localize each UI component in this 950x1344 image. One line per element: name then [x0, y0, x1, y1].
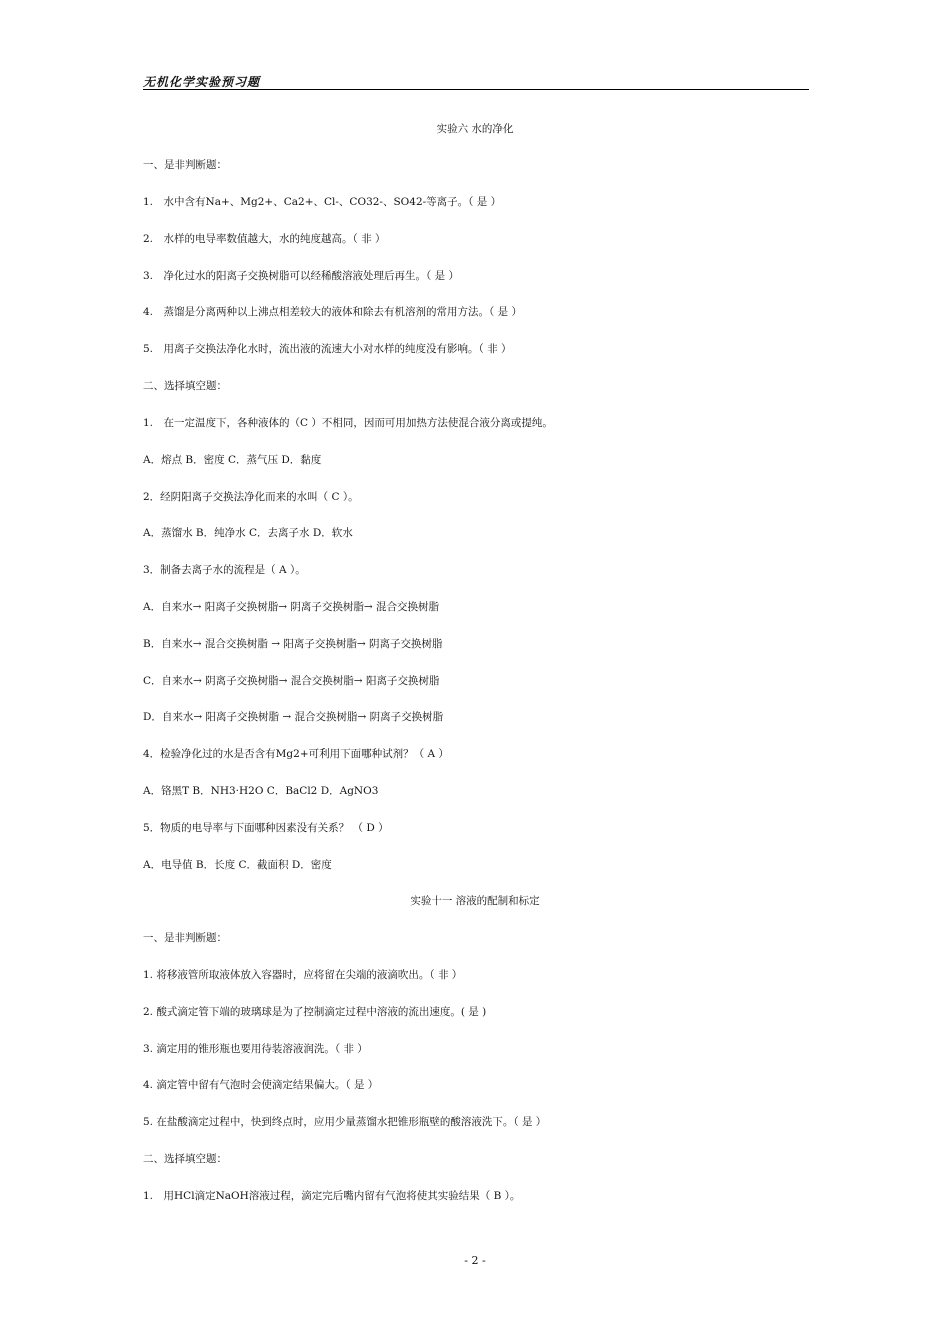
answer-options: A．电导值 B．长度 C．截面积 D．密度 [143, 859, 332, 871]
answer-options: A．自来水→ 阳离子交换树脂→ 阴离子交换树脂→ 混合交换树脂 [143, 601, 439, 613]
question-item: 3．制备去离子水的流程是（ A ）。 [143, 564, 306, 576]
question-item: 1. 在一定温度下，各种液体的（C ）不相同，因而可用加热方法使混合液分离或提纯。 [143, 417, 553, 429]
answer-options: A．铬黑T B．NH3·H2O C．BaCl2 D．AgNO3 [143, 785, 379, 797]
question-item: 4．检验净化过的水是否含有Mg2+可利用下面哪种试剂？（ A ） [143, 748, 449, 760]
question-item: 5. 在盐酸滴定过程中，快到终点时，应用少量蒸馏水把锥形瓶壁的酸溶液洗下。（ 是 ） [143, 1116, 547, 1128]
answer-options: C．自来水→ 阴离子交换树脂→ 混合交换树脂→ 阳离子交换树脂 [143, 675, 440, 687]
question-item: 3. 净化过水的阳离子交换树脂可以经稀酸溶液处理后再生。（ 是 ） [143, 270, 459, 282]
document-header-title: 无机化学实验预习题 [143, 75, 261, 89]
part-heading: 一、是非判断题： [143, 932, 227, 944]
part-heading: 一、是非判断题： [143, 159, 227, 171]
question-item: 5. 用离子交换法净化水时，流出液的流速大小对水样的纯度没有影响。（ 非 ） [143, 343, 512, 355]
question-item: 1. 用HCl滴定NaOH溶液过程，滴定完后嘴内留有气泡将使其实验结果（ B ）。 [143, 1190, 521, 1202]
section-title: 实验六 水的净化 [436, 123, 514, 135]
answer-options: D．自来水→ 阳离子交换树脂 → 混合交换树脂→ 阴离子交换树脂 [143, 711, 444, 723]
question-item: 1. 将移液管所取液体放入容器时，应将留在尖端的液滴吹出。（ 非 ） [143, 969, 463, 981]
answer-options: A．熔点 B．密度 C．蒸气压 D．黏度 [143, 454, 322, 466]
answer-options: B．自来水→ 混合交换树脂 → 阳离子交换树脂→ 阴离子交换树脂 [143, 638, 443, 650]
part-heading: 二、选择填空题： [143, 380, 227, 392]
question-item: 4. 滴定管中留有气泡时会使滴定结果偏大。（ 是 ） [143, 1079, 379, 1091]
question-item: 5．物质的电导率与下面哪种因素没有关系？ （ D ） [143, 822, 389, 834]
question-item: 1. 水中含有Na+、Mg2+、Ca2+、Cl-、CO32-、SO42-等离子。（ 是 ） [143, 196, 502, 208]
answer-options: A．蒸馏水 B．纯净水 C．去离子水 D．软水 [143, 527, 353, 539]
header-rule [143, 89, 809, 90]
question-item: 2. 水样的电导率数值越大，水的纯度越高。（ 非 ） [143, 233, 386, 245]
question-item: 2. 酸式滴定管下端的玻璃球是为了控制滴定过程中溶液的流出速度。( 是 ) [143, 1006, 487, 1018]
question-item: 4. 蒸馏是分离两种以上沸点相差较大的液体和除去有机溶剂的常用方法。（ 是 ） [143, 306, 522, 318]
part-heading: 二、选择填空题： [143, 1153, 227, 1165]
page-number: - 2 - [464, 1254, 486, 1267]
question-item: 2．经阴阳离子交换法净化而来的水叫（ C ）。 [143, 491, 359, 503]
question-item: 3. 滴定用的锥形瓶也要用待装溶液润洗。（ 非 ） [143, 1043, 368, 1055]
section-title: 实验十一 溶液的配制和标定 [410, 895, 540, 907]
